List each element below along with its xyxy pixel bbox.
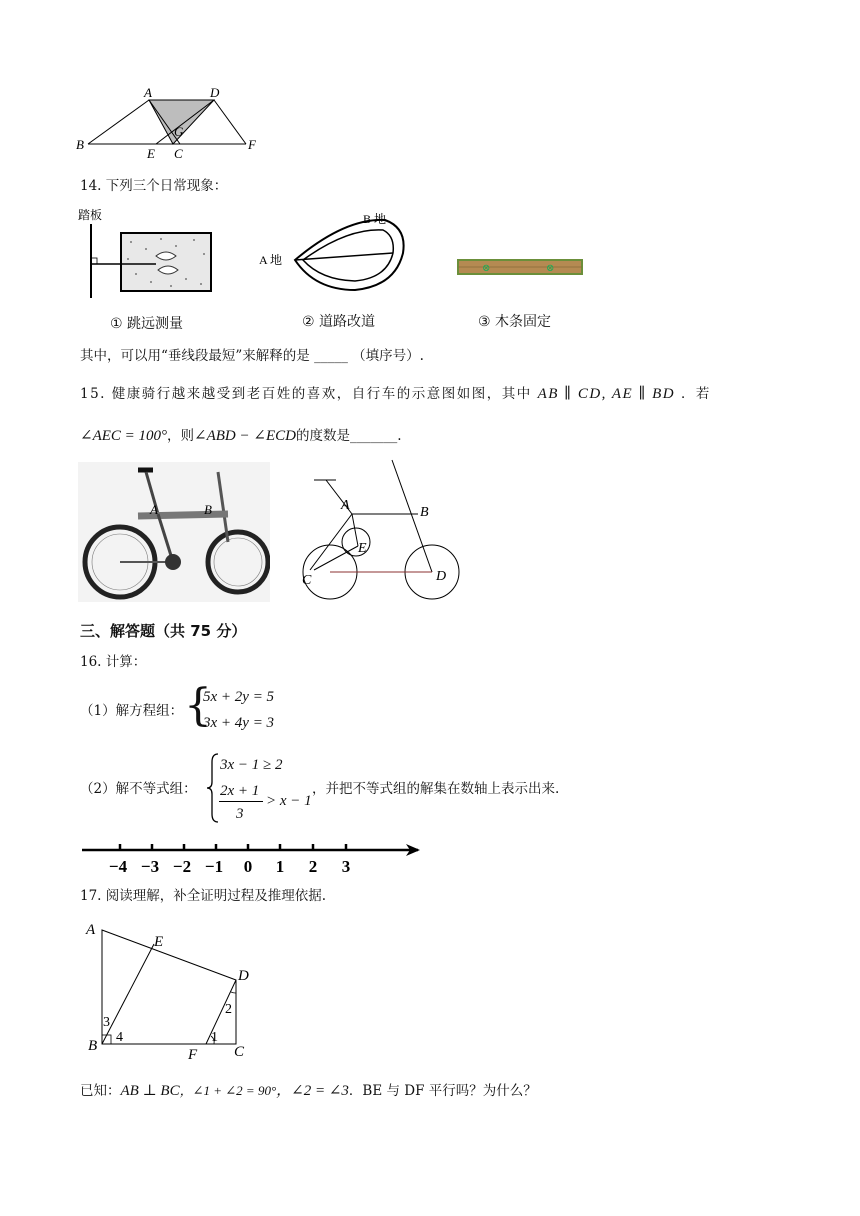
figure-q13 [70,84,270,164]
diagram-label-d: D [436,569,447,584]
diagram-label-b: B [420,505,429,520]
caption-2: ② 道路改道 [302,314,376,330]
q16-part2-instruction: ，并把不等式组的解集在数轴上表示出来. [312,781,560,797]
figure-q14-road [255,208,415,303]
figure-q17 [80,918,260,1064]
diagram-label-e: E [358,541,367,556]
diagram-label-a: A [341,498,350,513]
q15-math-diff: ∠ABD − ∠ECD [194,428,296,444]
fig17-angle-1: 1 [211,1030,218,1045]
label-D: D [210,85,220,100]
fig17-label-e: E [154,934,164,950]
q15-math-parallel: AB ∥ CD, AE ∥ BD [537,386,676,402]
caption-1: ① 跳远测量 [110,316,184,332]
board-label: 踏板 [78,208,103,222]
inequality-2-rhs: > x − 1 [266,793,312,809]
equation-1: 5x + 2y = 5 [203,689,275,705]
fig17-label-d: D [238,968,249,984]
photo-label-b: B [204,502,212,517]
given-angle-equal: ，∠2 = ∠3 [276,1083,349,1099]
inequality-1: 3x − 1 ≥ 2 [220,757,283,773]
given-question: ．BE 与 DF 平行吗？为什么？ [348,1083,537,1099]
given-angle-sum: ，∠1 + ∠2 = 90° [179,1083,277,1098]
fig17-angle-3: 3 [103,1015,110,1030]
fraction-numerator: 2x + 1 [220,783,260,799]
diagram-label-c: C [302,573,312,588]
q16-stem: 16. 计算： [80,654,147,670]
q15-math-angle: ∠AEC = 100° [80,428,168,444]
q14-answer-line: 其中，可以用“垂线段最短”来解释的是 _____ （填序号）. [80,348,424,364]
q15-text-d: 的度数是_______. [295,428,402,444]
given-label: 已知： [80,1083,121,1099]
tick-label: −1 [204,857,224,876]
q16-part1-label: （1）解方程组： [80,703,184,719]
inequality-brace [206,752,220,824]
label-F: F [248,137,256,152]
q15-text-a: 15. 健康骑行越来越受到老百姓的喜欢，自行车的示意图如图，其中 [80,386,532,402]
figure-q14-wood [456,256,586,280]
q17-stem: 17. 阅读理解，补全证明过程及推理依据. [80,888,327,904]
q17-given [80,1082,537,1100]
number-line [80,834,425,880]
svg-text:⊗: ⊗ [546,263,555,274]
bicycle-photo [78,462,270,602]
tick-label: −3 [140,857,160,876]
figure-q15-diagram [284,458,474,608]
q14-stem: 14. 下列三个日常现象： [80,178,228,194]
fig17-angle-2: 2 [225,1002,232,1017]
given-perpendicular: AB ⊥ BC [120,1083,180,1099]
fig17-label-f: F [188,1047,198,1063]
q15-text-c: ，则 [167,428,195,444]
system-brace: { [184,680,212,731]
tick-label: 0 [243,857,253,876]
caption-3: ③ 木条固定 [478,314,552,330]
label-b-place: B 地 [363,212,387,226]
tick-label: 3 [341,857,351,876]
tick-label: 2 [308,857,318,876]
q15-text-b: ．若 [680,386,711,402]
label-A: A [144,85,152,100]
fig17-angle-4: 4 [116,1030,123,1045]
q16-part2-label: （2）解不等式组： [80,781,197,797]
equation-2: 3x + 4y = 3 [203,715,275,731]
fraction-bar [219,801,263,802]
fig17-label-c: C [234,1044,245,1060]
q15-line1 [80,385,711,403]
tick-label: 1 [275,857,285,876]
label-G: G [174,124,184,139]
tick-label: −4 [108,857,128,876]
svg-text:⊗: ⊗ [482,263,491,274]
fig17-label-b: B [88,1038,98,1054]
photo-label-a: A [150,502,158,517]
tick-label: −2 [172,857,192,876]
label-E: E [147,146,155,161]
figure-q14-long-jump [76,204,226,304]
label-B: B [76,137,84,152]
fraction-denominator: 3 [236,806,244,822]
fig17-label-a: A [86,922,96,938]
section-3-heading: 三、解答题（共 75 分） [80,622,247,640]
q15-line2 [80,427,402,445]
label-a-place: A 地 [259,253,283,267]
label-C: C [174,146,183,161]
